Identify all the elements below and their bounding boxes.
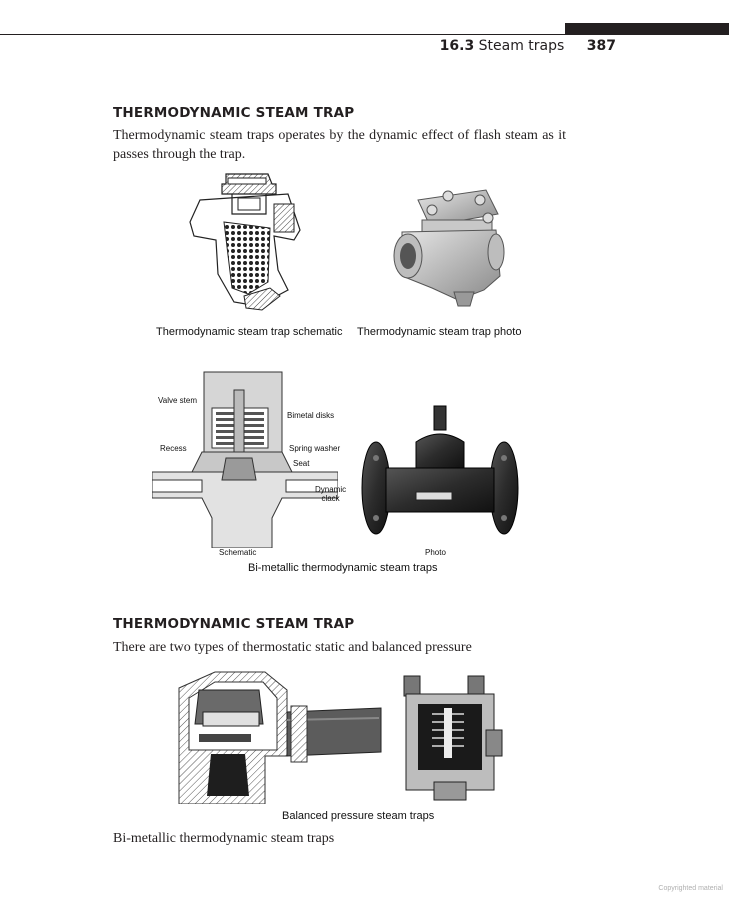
figure2-sub-left: Schematic [219,548,257,557]
label-seat: Seat [293,459,310,468]
thermodynamic-trap-photo [388,180,508,310]
page-number: 387 [586,38,616,54]
balanced-pressure-trap-photo [398,670,506,802]
bimetallic-trap-photo [360,402,520,542]
label-dynamic-clack: Dynamic clack [315,485,347,503]
figure2-caption: Bi-metallic thermodynamic steam traps [248,562,438,574]
section-body-2: There are two types of thermostatic static and balanced pressure [113,640,472,655]
balanced-pressure-trap-cutaway [175,668,385,804]
label-spring-washer: Spring washer [289,444,341,453]
section-title: Steam traps [478,38,565,54]
running-header [440,38,616,54]
bimetallic-trap-schematic [152,368,341,548]
thermodynamic-trap-schematic [188,170,308,315]
section-footer-text: Bi-metallic thermodynamic steam traps [113,831,335,846]
header-rule [0,34,729,35]
figure2-sub-right: Photo [425,548,446,557]
figure1-caption-left: Thermodynamic steam trap schematic [156,326,343,338]
figure1-caption-right: Thermodynamic steam trap photo [357,326,522,338]
copyright-watermark: Copyrighted material [658,885,723,892]
section-heading-1: THERMODYNAMIC STEAM TRAP [113,105,355,121]
section-heading-2: THERMODYNAMIC STEAM TRAP [113,616,355,632]
header-bar [565,23,729,34]
section-body-1: Thermodynamic steam traps operates by the dynamic effect of flash steam as it passes through the trap. [113,128,566,162]
label-bimetal-disks: Bimetal disks [287,411,335,420]
label-recess: Recess [160,444,187,453]
label-valve-stem: Valve stem [158,396,197,405]
section-number: 16.3 [439,38,475,54]
figure3-caption: Balanced pressure steam traps [282,810,435,822]
